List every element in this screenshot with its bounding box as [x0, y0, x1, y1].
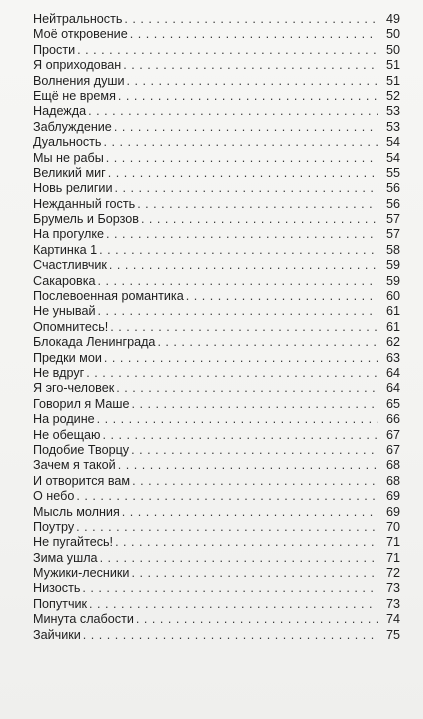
toc-entry-page-number: 61 — [385, 319, 400, 334]
toc-entry — [33, 474, 400, 489]
toc-entry — [33, 489, 400, 504]
toc-entry — [33, 12, 400, 27]
toc-entry-page-number: 71 — [385, 550, 400, 565]
toc-entry-title: Сакаровка — [33, 273, 96, 288]
toc-entry-title: Счастливчик — [33, 258, 107, 273]
toc-entry-page-number: 53 — [385, 104, 400, 119]
toc-entry-page-number: 70 — [385, 519, 400, 534]
toc-dot-leader — [109, 258, 378, 273]
toc-entry-page-number: 59 — [385, 258, 400, 273]
toc-entry — [33, 628, 400, 643]
toc-entry-title: Мужики-лесники — [33, 566, 130, 581]
toc-entry-page-number: 53 — [385, 119, 400, 134]
toc-entry — [33, 258, 400, 273]
toc-entry-title: Великий миг — [33, 165, 106, 180]
toc-entry-page-number: 64 — [385, 381, 400, 396]
toc-entry — [33, 27, 400, 42]
toc-dot-leader — [103, 428, 379, 443]
toc-dot-leader — [123, 58, 378, 73]
toc-entry — [33, 151, 400, 166]
toc-entry-title: Опомнитесь! — [33, 319, 109, 334]
toc-entry — [33, 74, 400, 89]
toc-entry-page-number: 57 — [385, 227, 400, 242]
toc-entry-title: Дуальность — [33, 135, 102, 150]
toc-dot-leader — [89, 597, 378, 612]
toc-dot-leader — [115, 181, 379, 196]
toc-entry-page-number: 75 — [385, 627, 400, 642]
toc-dot-leader — [99, 243, 378, 258]
toc-entry — [33, 597, 400, 612]
toc-dot-leader — [157, 335, 378, 350]
toc-dot-leader — [76, 520, 378, 535]
toc-entry — [33, 135, 400, 150]
toc-entry — [33, 335, 400, 350]
toc-dot-leader — [88, 104, 378, 119]
toc-dot-leader — [186, 289, 378, 304]
toc-entry-title: Зайчики — [33, 627, 81, 642]
toc-entry-title: Нейтральность — [33, 12, 123, 26]
toc-entry-page-number: 51 — [385, 58, 400, 73]
toc-entry — [33, 551, 400, 566]
toc-entry — [33, 612, 400, 627]
toc-entry-title: Заблуждение — [33, 119, 112, 134]
toc-entry-title: На прогулке — [33, 227, 105, 242]
toc-entry-title: Надежда — [33, 104, 87, 119]
toc-entry — [33, 197, 400, 212]
toc-entry — [33, 535, 400, 550]
toc-dot-leader — [97, 412, 378, 427]
toc-entry-title: Я эго-человек — [33, 381, 115, 396]
toc-entry-title: Послевоенная романтика — [33, 289, 184, 304]
toc-entry-page-number: 71 — [385, 535, 400, 550]
toc-entry-page-number: 50 — [385, 42, 400, 57]
toc-dot-leader — [116, 381, 378, 396]
toc-entry-title: Поутру — [33, 519, 75, 534]
toc-entry-page-number: 61 — [385, 304, 400, 319]
toc-entry — [33, 212, 400, 227]
toc-dot-leader — [115, 535, 378, 550]
toc-dot-leader — [127, 74, 378, 89]
toc-entry-title: Картинка 1 — [33, 242, 98, 257]
toc-entry — [33, 304, 400, 319]
toc-entry-title: Мысль молния — [33, 504, 120, 519]
toc-entry-title: Блокада Ленинграда — [33, 335, 156, 350]
toc-entry-page-number: 74 — [385, 612, 400, 627]
toc-dot-leader — [86, 366, 378, 381]
toc-entry-title: Волнения души — [33, 73, 125, 88]
toc-entry-page-number: 56 — [385, 196, 400, 211]
toc-dot-leader — [100, 551, 378, 566]
toc-entry-title: На родине — [33, 412, 95, 427]
toc-dot-leader — [141, 212, 378, 227]
toc-entry — [33, 227, 400, 242]
toc-entry — [33, 43, 400, 58]
toc-entry — [33, 366, 400, 381]
toc-entry-title: Ещё не время — [33, 88, 116, 103]
toc-entry-page-number: 54 — [385, 135, 400, 150]
toc-dot-leader — [124, 12, 378, 27]
toc-entry-title: Брумель и Борзов — [33, 212, 139, 227]
toc-entry-title: Минута слабости — [33, 612, 134, 627]
toc-dot-leader — [118, 458, 378, 473]
toc-dot-leader — [110, 320, 378, 335]
toc-entry-title: Низость — [33, 581, 81, 596]
toc-entry-title: Нежданный гость — [33, 196, 136, 211]
toc-entry-page-number: 68 — [385, 458, 400, 473]
toc-entry-page-number: 68 — [385, 473, 400, 488]
toc-entry-page-number: 56 — [385, 181, 400, 196]
toc-entry — [33, 381, 400, 396]
toc-dot-leader — [106, 151, 378, 166]
toc-entry — [33, 458, 400, 473]
toc-entry-title: И отворится вам — [33, 473, 131, 488]
toc-entry-title: Подобие Творцу — [33, 442, 130, 457]
toc-entry-title: Зачем я такой — [33, 458, 116, 473]
toc-entry-page-number: 69 — [385, 504, 400, 519]
toc-entry-title: Говорил я Маше — [33, 396, 130, 411]
toc-entry-title: О небо — [33, 489, 75, 504]
toc-entry-title: Зима ушла — [33, 550, 98, 565]
toc-entry-page-number: 67 — [385, 427, 400, 442]
toc-entry — [33, 181, 400, 196]
toc-entry — [33, 120, 400, 135]
toc-entry-page-number: 67 — [385, 442, 400, 457]
toc-entry-page-number: 73 — [385, 581, 400, 596]
toc-entry-page-number: 63 — [385, 350, 400, 365]
toc-entry — [33, 581, 400, 596]
toc-dot-leader — [130, 27, 378, 42]
toc-dot-leader — [114, 120, 378, 135]
toc-entry — [33, 505, 400, 520]
toc-dot-leader — [82, 581, 378, 596]
table-of-contents — [33, 12, 400, 643]
toc-entry-page-number: 58 — [385, 242, 400, 257]
toc-dot-leader — [131, 566, 378, 581]
toc-dot-leader — [131, 397, 378, 412]
toc-entry-page-number: 57 — [385, 212, 400, 227]
toc-entry-title: Мы не рабы — [33, 150, 104, 165]
toc-entry-title: Я оприходован — [33, 58, 122, 73]
toc-entry-title: Предки мои — [33, 350, 102, 365]
toc-dot-leader — [98, 274, 378, 289]
toc-entry-title: Попутчик — [33, 596, 88, 611]
toc-dot-leader — [98, 304, 379, 319]
toc-entry — [33, 320, 400, 335]
toc-entry-page-number: 50 — [385, 27, 400, 42]
toc-entry-page-number: 66 — [385, 412, 400, 427]
toc-entry-page-number: 55 — [385, 165, 400, 180]
toc-entry — [33, 104, 400, 119]
toc-entry — [33, 412, 400, 427]
toc-dot-leader — [131, 443, 378, 458]
toc-entry-page-number: 51 — [385, 73, 400, 88]
toc-entry — [33, 289, 400, 304]
toc-dot-leader — [106, 227, 378, 242]
toc-dot-leader — [103, 135, 378, 150]
toc-entry-page-number: 52 — [385, 88, 400, 103]
toc-entry — [33, 243, 400, 258]
toc-dot-leader — [122, 505, 378, 520]
toc-entry-page-number: 65 — [385, 396, 400, 411]
toc-entry-title: Прости — [33, 42, 76, 57]
toc-dot-leader — [77, 43, 378, 58]
toc-entry-title: Не вдруг — [33, 365, 85, 380]
toc-entry-page-number: 69 — [385, 489, 400, 504]
toc-entry-page-number: 72 — [385, 566, 400, 581]
toc-dot-leader — [118, 89, 378, 104]
toc-dot-leader — [108, 166, 378, 181]
toc-entry — [33, 397, 400, 412]
toc-entry-page-number: 62 — [385, 335, 400, 350]
toc-dot-leader — [76, 489, 378, 504]
toc-entry-page-number: 60 — [385, 289, 400, 304]
toc-entry-page-number: 73 — [385, 596, 400, 611]
toc-entry-title: Моё откровение — [33, 27, 128, 42]
toc-entry — [33, 428, 400, 443]
toc-entry — [33, 166, 400, 181]
toc-entry — [33, 351, 400, 366]
toc-entry — [33, 89, 400, 104]
toc-entry-page-number: 54 — [385, 150, 400, 165]
toc-dot-leader — [83, 628, 378, 643]
toc-dot-leader — [137, 197, 378, 212]
toc-entry-page-number: 64 — [385, 365, 400, 380]
toc-entry-page-number: 59 — [385, 273, 400, 288]
toc-entry — [33, 566, 400, 581]
toc-entry-title: Не пугайтесь! — [33, 535, 114, 550]
toc-entry — [33, 58, 400, 73]
toc-dot-leader — [104, 351, 378, 366]
toc-entry-page-number: 49 — [385, 12, 400, 26]
toc-entry — [33, 274, 400, 289]
toc-entry — [33, 520, 400, 535]
toc-entry-title: Новь религии — [33, 181, 113, 196]
toc-entry — [33, 443, 400, 458]
toc-entry-title: Не унывай — [33, 304, 96, 319]
toc-dot-leader — [136, 612, 378, 627]
toc-dot-leader — [132, 474, 378, 489]
toc-entry-title: Не обещаю — [33, 427, 101, 442]
